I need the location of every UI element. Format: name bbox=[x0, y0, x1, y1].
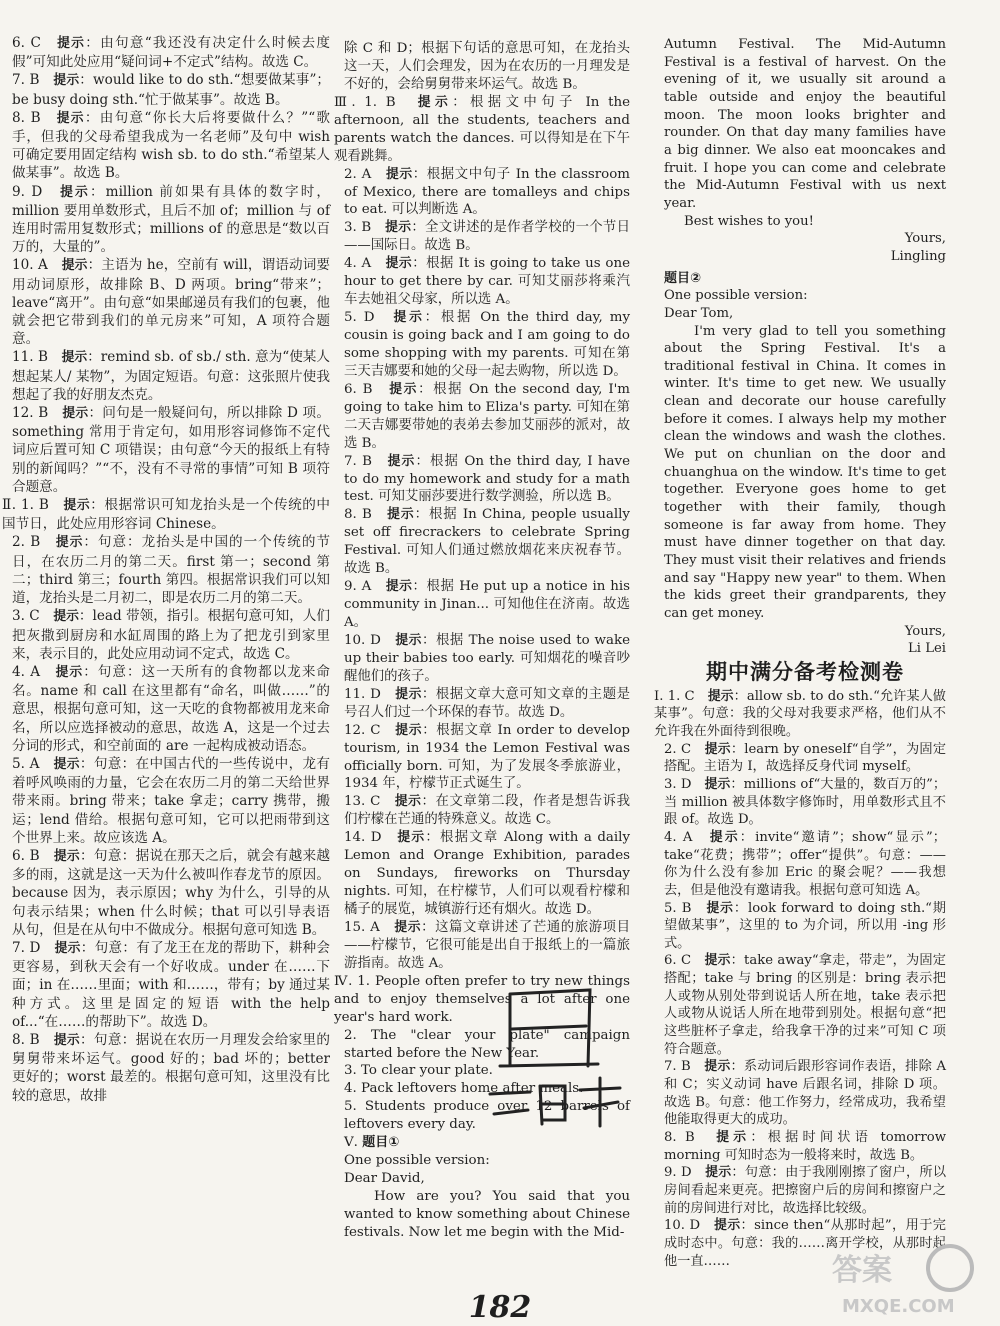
hint-text: ：根据常识可知龙抬头是一个传统的中国节日，此处应用形容词 Chinese。 bbox=[2, 497, 330, 533]
letter-body: I'm very glad to tell you something about the Spring Festival. It's a traditional festival in China. It comes in winter. It's time to get new. We usually clean and decorate our house carefully before it comes. I always help my mother clean the windows and wash the clothes. We put on chunlian on the door and chuanghua on the window. It's time to get together. Everyone goes home to get together with their family, though someone is far away from home. They must have dinner together on that day. They must visit their relatives and friends and say "Happy new year" to them. When the kids greet their grandparents, they can get money. bbox=[664, 323, 946, 621]
hint-text: ：根据 On the third day, my cousin is going back and I am going to do some shopping with my parents. 可知在第三天吉娜要和她的父母一起去购物，所以选 D。 bbox=[344, 310, 631, 379]
answer-item bbox=[664, 741, 946, 776]
hint-label: 提示 bbox=[389, 381, 419, 397]
answer-item bbox=[12, 183, 330, 257]
section-marker: Ⅳ bbox=[334, 973, 349, 989]
section-1-list bbox=[654, 688, 947, 1271]
answer-item bbox=[12, 71, 330, 108]
letter-2 bbox=[664, 270, 946, 658]
hint-text: ：问句是一般疑问句，所以排除 D 项。something 常用于肯定句，如用形容词修饰不定代词应后置可知 C 项错误；由句意“今天的报纸上有特别的新闻吗？”“不，没有不寻常的事情”可知 B 项符合题意。 bbox=[12, 405, 330, 495]
hint-label: 提示 bbox=[387, 507, 415, 523]
hint-text: ：since then“从那时起”，用于完成时态中。句意：我的……离开学校，从那时起他一直…… bbox=[664, 1218, 946, 1269]
hint-label: 提示 bbox=[53, 609, 79, 625]
answer-number: 6. B bbox=[344, 381, 373, 397]
answer-number: 7. D bbox=[12, 939, 41, 956]
hint-text: ：根据文章 Along with a daily Lemon and Orange Exhibition, parades on Sundays, fireworks on Thursday nights. 可知，在柠檬节，人们可以观看柠檬和橘子的展览，城镇游行还有烟火。故选 D。 bbox=[344, 830, 631, 917]
section-5-marker: Ⅴ bbox=[344, 1135, 354, 1151]
answer-number: 3. C bbox=[12, 608, 40, 625]
answer-number: 4. A bbox=[344, 256, 372, 272]
answer-number: 1. B bbox=[364, 94, 396, 110]
hint-label: 提示 bbox=[397, 830, 426, 846]
answer-number: 6. C bbox=[12, 35, 41, 51]
answer-number: 12. B bbox=[12, 405, 49, 422]
answer-number: 9. D bbox=[664, 1165, 692, 1181]
answer-number: 15. A bbox=[344, 919, 380, 935]
answer-number: 10. D bbox=[664, 1218, 701, 1234]
topic-label: 题目② bbox=[664, 270, 702, 286]
hint-text: ：根据文章大意可知文章的主题是号召人们过一个环保的春节。故选 D。 bbox=[344, 686, 631, 720]
answer-item bbox=[664, 1058, 946, 1129]
answer-number: 4. A bbox=[664, 829, 693, 845]
answer-item bbox=[344, 453, 630, 507]
hint-text: ：remind sb. of sb./ sth. 意为“使某人想起某人/ 某物”，为固定短语。句意：这张照片使我想起了我的好朋友杰克。 bbox=[12, 349, 331, 403]
answer-item bbox=[12, 256, 330, 348]
hint-label: 提示 bbox=[707, 688, 734, 704]
answer-number: 3. B bbox=[344, 220, 372, 236]
answer-item bbox=[344, 632, 630, 686]
answer-item bbox=[12, 939, 330, 1031]
version-label: One possible version: bbox=[344, 1153, 490, 1169]
answer-item bbox=[344, 919, 630, 973]
short-answer-text: 1. People often prefer to try new things and to enjoy themselves a lot after one year's hard work. bbox=[334, 973, 630, 1025]
hint-label: 提示 bbox=[704, 741, 731, 757]
hint-text: ：millions of“大量的，数百万的”；当 million 被具体数字修饰时，用单数形式且不跟 of。故选 D。 bbox=[664, 776, 947, 828]
answer-item bbox=[344, 829, 630, 919]
hint-label: 提示 bbox=[60, 184, 90, 200]
section-3-list bbox=[334, 94, 631, 973]
hint-text: ：在文章第二段，作者是想告诉我们柠檬在芒通的特殊意义。故选 C。 bbox=[344, 794, 630, 828]
hint-text: ：全文讲述的是作者学校的一个节日——国际日。故选 B。 bbox=[344, 220, 631, 254]
answer-item bbox=[12, 404, 330, 496]
hint-label: 提示 bbox=[53, 73, 80, 89]
hint-text: ：句意：龙抬头是中国的一个传统的节日，在农历二月的第二天。first 第一；second 第二；third 第三；fourth 第四。根据常识我们可以知道，龙抬头是二月初二，即是农历二月的第二天。 bbox=[12, 534, 331, 607]
hint-label: 提示 bbox=[385, 256, 413, 272]
letter-greeting: Dear David, bbox=[344, 1171, 425, 1187]
answer-item bbox=[344, 506, 630, 578]
hint-label: 提示 bbox=[395, 632, 423, 648]
answer-item bbox=[664, 776, 946, 829]
hint-text: ：主语为 he，空前有 will，谓语动词要用动词原形，故排除 B、D 两项。bring“带来”；leave“离开”。由句意“如果邮递员有我们的包裹，他就会把它带到我们的单元房来”可知，A 项符合题意。 bbox=[12, 257, 331, 348]
version-label: One possible version: bbox=[664, 288, 808, 304]
letter-closing: Yours, bbox=[904, 231, 946, 247]
answer-number: 2. B bbox=[12, 534, 41, 551]
answer-number: 10. D bbox=[344, 632, 381, 648]
hint-label: 提示 bbox=[705, 1165, 732, 1181]
answer-number: 2. C bbox=[664, 741, 692, 757]
hint-text: ：would like to do sth.“想要做某事”；be busy doing sth.“忙于做某事”。故选 B。 bbox=[12, 72, 331, 108]
hint-text: ：根据 On the third day, I have to do my homework and study for a math test. 可知艾丽莎要进行数学测验，所以选 B。 bbox=[344, 453, 630, 505]
handwriting-scribble bbox=[470, 974, 640, 1134]
hint-label: 提示 bbox=[706, 900, 734, 916]
hint-text: ：根据时间状语 tomorrow morning 可知时态为一般将来时，故选 B。 bbox=[664, 1130, 947, 1163]
short-answer-item: Ⅳ. 1. People often prefer to try new things and to enjoy themselves a lot after one year's hard work. bbox=[334, 973, 630, 1025]
answer-item bbox=[12, 607, 330, 663]
hint-text: ：lead 带领，指引。根据句意可知，人们把灰撒到厨房和水缸周围的路上为了把龙引到家里来，表示目的，此处应用动词不定式，故选 C。 bbox=[12, 608, 330, 662]
hint-label: 提示 bbox=[55, 535, 84, 551]
hint-label: 提示 bbox=[61, 258, 88, 274]
hint-text: ：根据 It is going to take us one hour to get there by car. 可知艾丽莎将乘汽车去她祖父母家，所以选 A。 bbox=[344, 256, 631, 308]
section-5: Ⅴ. 题目① One possible version: Dear David, How are you? You said that you wanted to know something about Chinese festivals. Now let me begin with the Mid- bbox=[344, 1135, 630, 1240]
answer-item bbox=[344, 309, 630, 381]
hint-text: ：根据文章 In order to develop tourism, in 1934 the Lemon Festival was officially born. 可知，为了发展冬季旅游业，1934 年，柠檬节正式诞生了。 bbox=[344, 722, 630, 792]
section-marker: Ⅰ bbox=[654, 688, 660, 704]
hint-label: 提示 bbox=[716, 1130, 751, 1146]
short-answer-text: 5. Students produce over 12 barrels of leftovers every day. bbox=[344, 1099, 630, 1133]
answer-item bbox=[12, 533, 330, 607]
letter-wishes: Best wishes to you! bbox=[684, 213, 814, 229]
hint-label: 提示 bbox=[385, 166, 413, 182]
page-number: 182 bbox=[468, 1290, 532, 1325]
hint-label: 提示 bbox=[394, 794, 422, 810]
letter-signature: Li Lei bbox=[908, 641, 946, 657]
answer-number: 5. B bbox=[664, 900, 692, 916]
hint-text: ：根据 The noise used to wake up their babies too early. 可知烟花的噪音吵醒他们的孩子。 bbox=[344, 632, 630, 684]
answer-number: 10. A bbox=[12, 257, 48, 274]
section-marker: Ⅲ bbox=[334, 94, 352, 110]
answer-number: 8. B bbox=[12, 1031, 40, 1048]
hint-text: ：句意：这一天所有的食物都以龙来命名。name 和 call 在这里都有“命名，叫做……”的意思，根据句意可知，这一天吃的食物都被用龙来命名，所以应选择被动的意思，故选 A，这是一个过去分词的形式，和空前面的 are 一起构成被动语态。 bbox=[12, 663, 331, 754]
svg-text:答案: 答案 bbox=[832, 1253, 892, 1288]
letter-signature: Lingling bbox=[890, 248, 946, 264]
answer-item bbox=[12, 847, 330, 939]
answer-item bbox=[664, 900, 946, 953]
hint-label: 提示 bbox=[395, 686, 422, 702]
hint-text: ：根据文中句子 In the afternoon, all the students, teachers and parents watch the dances. 可以得知是在下午观看跳舞。 bbox=[334, 94, 631, 164]
answer-item bbox=[12, 109, 330, 183]
answer-number: 5. A bbox=[12, 755, 40, 772]
hint-label: 提示 bbox=[53, 756, 80, 772]
answer-number: 3. D bbox=[664, 776, 692, 792]
answer-number: 9. A bbox=[344, 579, 372, 595]
column-3 bbox=[654, 36, 947, 1270]
answer-item bbox=[664, 1129, 946, 1164]
answer-number: 2. A bbox=[344, 166, 372, 182]
hint-text: ：这篇文章讲述了芒通的旅游项目——柠檬节，它很可能是出自于报纸上的一篇旅游指南。故选 A。 bbox=[344, 919, 631, 971]
hint-text: ：根据 He put up a notice in his community in Jinan... 可知他住在济南。故选 A。 bbox=[344, 579, 631, 630]
hint-text: ：根据文中句子 In the classroom of Mexico, there are tomalleys and chips to eat. 可以判断选 A。 bbox=[344, 166, 631, 218]
hint-label: 提示 bbox=[394, 919, 422, 935]
hint-text: ：invite“邀请”；show“显示”；take“花费；携带”；offer“提供”。句意：——你为什么没有参加 Eric 的聚会呢？——我想去，但是他没有邀请我。根据句意可知选 A。 bbox=[664, 829, 946, 898]
hint-label: 提示 bbox=[54, 940, 81, 956]
answer-number: 11. B bbox=[12, 349, 48, 366]
hint-label: 提示 bbox=[385, 579, 413, 595]
hint-text: ：由句意“我还没有决定什么时候去度假”可知此处应用“疑问词+不定式”结构。故选 C。 bbox=[12, 35, 331, 71]
hint-label: 提示 bbox=[53, 848, 81, 864]
watermark-logo bbox=[822, 1240, 982, 1320]
hint-label: 提示 bbox=[63, 498, 91, 514]
answer-number: 6. C bbox=[664, 953, 692, 969]
hint-label: 提示 bbox=[704, 1059, 731, 1075]
answer-item bbox=[344, 381, 630, 453]
answer-number: 1. C bbox=[667, 688, 695, 704]
hint-label: 提示 bbox=[387, 453, 416, 469]
answer-item bbox=[12, 663, 330, 755]
answer-item bbox=[344, 722, 630, 794]
section-marker: Ⅱ bbox=[2, 497, 12, 514]
column-1 bbox=[2, 34, 331, 1105]
hint-label: 提示 bbox=[393, 310, 425, 326]
hint-text: ：look forward to doing sth.“期望做某事”，这里的 to 为介词，所以用 -ing 形式。 bbox=[664, 900, 946, 951]
hint-label: 提示 bbox=[714, 1218, 741, 1234]
answer-number: 13. C bbox=[344, 794, 381, 810]
answer-number: 6. B bbox=[12, 847, 40, 864]
letter-closing: Yours, bbox=[904, 623, 946, 639]
hint-label: 提示 bbox=[417, 94, 453, 110]
answer-item bbox=[12, 34, 330, 71]
answer-item: Ⅰ. 1. C 提示：allow sb. to do sth.“允许某人做某事”。句意：我的父母对我要求严格，他们从不允许我在外面待到很晚。 bbox=[654, 688, 946, 739]
answer-item bbox=[344, 166, 630, 220]
answer-number: 8. B bbox=[12, 109, 41, 126]
hint-label: 提示 bbox=[709, 829, 740, 845]
hint-text: ：句意：据说在农历一月理发会给家里的舅舅带来坏运气。good 好的；bad 坏的；better 更好的；worst 最差的。根据句意可知，这里没有比较的意思，故排 bbox=[12, 1031, 331, 1104]
answer-number: 4. A bbox=[12, 663, 41, 680]
hint-text: ：根据 In China, people usually set off firecrackers to celebrate Spring Festival. 可知人们通过燃放烟花来庆祝春节。故选 B。 bbox=[344, 507, 630, 577]
exam-title: 期中满分备考检测卷 bbox=[706, 659, 904, 684]
answer-number: 5. D bbox=[344, 310, 375, 326]
answer-number: 7. B bbox=[12, 72, 40, 89]
answer-number: 7. B bbox=[344, 453, 372, 469]
hint-label: 提示 bbox=[704, 953, 731, 969]
hint-text: ：句意：据说在那天之后，就会有越来越多的雨，这就是这一天为什么被叫作春龙节的原因。because 因为，表示原因；why 为什么，引导的从句表示结果；when 什么时候；that 可以引导表语从句，但是在从句中不做成分。根据句意可知选 B。 bbox=[12, 847, 331, 938]
answer-item bbox=[344, 578, 630, 632]
hint-label: 提示 bbox=[61, 350, 88, 366]
answer-item bbox=[344, 255, 630, 309]
hint-label: 提示 bbox=[55, 664, 84, 680]
hint-label: 提示 bbox=[56, 110, 85, 126]
answer-item bbox=[344, 793, 630, 829]
svg-text:MXQE.COM: MXQE.COM bbox=[842, 1296, 955, 1317]
answer-item bbox=[664, 829, 946, 900]
answer-item bbox=[344, 219, 630, 255]
continued-paragraph: 除 C 和 D；根据下句话的意思可知，在龙抬头这一天，人们会理发，因为在农历的一月理发是不好的，会给舅舅带来坏运气。故选 B。 bbox=[344, 41, 630, 92]
hint-text: ：句意：由于我刚刚擦了窗户，所以房间看起来更亮。把擦窗户后的房间和擦窗户之前的房间进行对比，故选择比较级。 bbox=[664, 1165, 947, 1216]
answer-number: 11. D bbox=[344, 686, 381, 702]
hint-text: ：allow sb. to do sth.“允许某人做某事”。句意：我的父母对我要求严格，他们从不允许我在外面待到很晚。 bbox=[654, 688, 946, 739]
answer-item bbox=[12, 755, 330, 847]
hint-text: ：句意：有了龙王在龙的帮助下，耕种会更容易，到秋天会有一个好收成。under 在……下面；in 在……里面；with 和……，带有；by 通过某种方式。这里是固定的短语 with the help of...“在……的帮助下”。故选 D。 bbox=[12, 939, 331, 1030]
answer-number: 8. B bbox=[344, 507, 372, 523]
hint-text: ：系动词后跟形容词作表语，排除 A 和 C；实义动词 have 后跟名词，排除 D 项。故选 B。句意：他工作努力，经常成功，我希望他能取得更大的成功。 bbox=[664, 1059, 947, 1128]
hint-label: 提示 bbox=[385, 220, 412, 236]
answer-number: 14. D bbox=[344, 830, 382, 846]
answer-number: 9. D bbox=[12, 183, 43, 200]
answer-item bbox=[12, 348, 330, 404]
short-answer-text: 3. To clear your plate. bbox=[344, 1063, 493, 1079]
short-answer-text: 4. Pack leftovers home after meals. bbox=[344, 1081, 584, 1097]
answer-item: Ⅱ. 1. B 提示：根据常识可知龙抬头是一个传统的中国节日，此处应用形容词 Chinese。 bbox=[2, 497, 330, 533]
hint-label: 提示 bbox=[704, 776, 731, 792]
hint-text: ：根据 On the second day, I'm going to take him to Eliza's party. 可知在第二天吉娜要带她的表弟去参加艾丽莎的派对，故选 B。 bbox=[344, 381, 630, 451]
hint-label: 提示 bbox=[62, 406, 89, 422]
hint-label: 提示 bbox=[57, 36, 86, 51]
answer-number: 1. B bbox=[20, 497, 49, 514]
answer-number: 7. B bbox=[664, 1059, 691, 1075]
topic-label: 题目① bbox=[362, 1135, 400, 1151]
hint-text: ：由句意“你长大后将要做什么？”“歌手，但我的父母希望我成为一名老师”及句中 wish 可确定要用固定结构 wish sb. to do sth.“希望某人做某事”。故选 B。 bbox=[12, 109, 331, 182]
answer-item bbox=[344, 686, 630, 722]
hint-label: 提示 bbox=[53, 1032, 81, 1048]
hint-text: ：take away“拿走，带走”，为固定搭配；take 与 bring 的区别是：bring 表示把人或物从别处带到说话人所在地，take 表示把人或物从说话人所在地带到别处。根据句意“把这些脏杯子拿走，给我拿干净的过来”可知 C 项符合题意。 bbox=[664, 953, 946, 1057]
hint-text: ：句意：在中国古代的一些传说中，龙有着呼风唤雨的力量，它会在农历二月的第二天给世界带来雨。bring 带来；take 拿走；carry 携带，搬运；lend 借给。根据句意可知，它可以把雨带到这个世界上来。故应该选 A。 bbox=[12, 755, 331, 846]
letter-body: Autumn Festival. The Mid-Autumn Festival is a festival of harvest. On the evening of it, we usually sit around a table outside and enjoy the beautiful moon. The moon looks brighter and rounder. On that day many families have a big dinner. We also eat mooncakes and fruit. I hope you can come and celebrate the Mid-Autumn Festival with us next year. bbox=[664, 37, 946, 211]
hint-text: ：million 前如果有具体的数字时，million 要用单数形式，且后不加 of；million 与 of 连用时需用复数形式；millions of 的意思是“数以百万的，大量的”。 bbox=[12, 183, 331, 256]
letter-greeting: Dear Tom, bbox=[664, 305, 734, 321]
answer-item bbox=[12, 1031, 330, 1105]
letter-body: How are you? You said that you wanted to know something about Chinese festivals. Now let me begin with the Mid- bbox=[344, 1189, 630, 1240]
hint-text: ：learn by oneself“自学”，为固定搭配。主语为 I，故选择反身代词 myself。 bbox=[664, 741, 947, 775]
answer-number: 8. B bbox=[664, 1130, 695, 1146]
answer-item bbox=[664, 1164, 946, 1217]
short-answer-text: 2. The "clear your plate" campaign started before the New Year. bbox=[344, 1027, 630, 1061]
hint-label: 提示 bbox=[395, 722, 423, 738]
letter-1-continued bbox=[664, 36, 946, 266]
answer-item bbox=[664, 952, 946, 1058]
answer-item: Ⅲ. 1. B 提示：根据文中句子 In the afternoon, all the students, teachers and parents watch the dances. 可以得知是在下午观看跳舞。 bbox=[334, 94, 631, 164]
answer-number: 12. C bbox=[344, 722, 381, 738]
